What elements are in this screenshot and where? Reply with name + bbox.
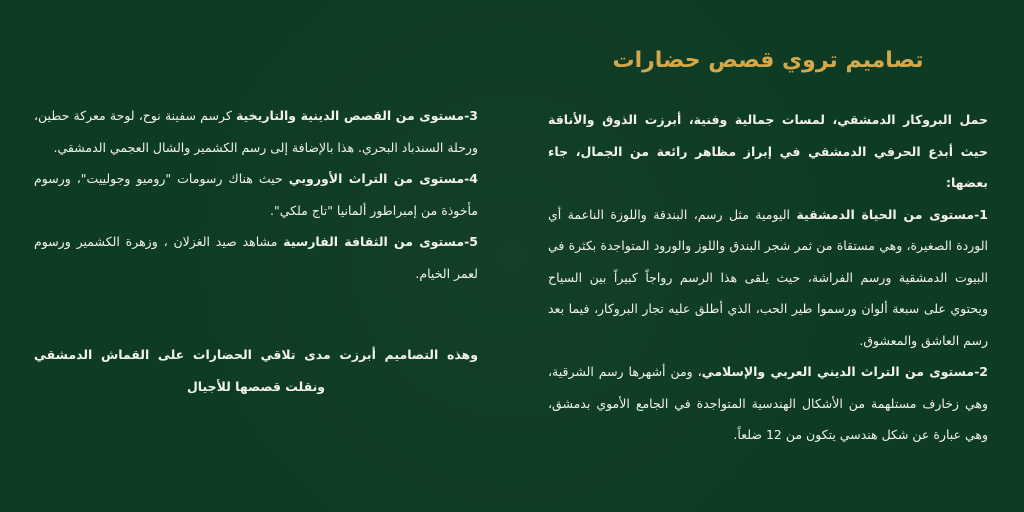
- item-1-paragraph: [548, 199, 988, 357]
- item-4-paragraph: [34, 163, 478, 226]
- item-5-heading: 5-مستوى من الثقافة الفارسية: [283, 234, 478, 249]
- item-4-body: حيث هناك رسومات "روميو وجولييت"، ورسوم مأخوذة من إمبراطور ألمانيا "تاج ملكي".: [34, 171, 478, 218]
- closing-paragraph: وهذه التصاميم أبرزت مدى تلاقي الحضارات على القماش الدمشقي ونقلت قصصها للأجيال: [34, 347, 478, 394]
- item-3-paragraph: [34, 100, 478, 163]
- item-5-paragraph: [34, 226, 478, 289]
- item-4-heading: 4-مستوى من التراث الأوروبي: [288, 171, 478, 186]
- item-1-body: اليومية مثل رسم، البندقة واللوزة الناعمة أي الوردة الصغيرة، وهي مستقاة من ثمر شجر البندق واللوز والورود المتواجدة بكثرة في البيوت الدمشقية ورسم الفراشة، حيث يلقى هذا الرسم رواجاً كبيراً بين السياح ويحتوي على سبعة ألوان ورسموا طير الحب، الذي أطلق عليه تجار البروكار، فيما بعد رسم العاشق والمعشوق.: [548, 206, 988, 348]
- item-2-heading: 2-مستوى من التراث الديني العربي والإسلامي: [701, 364, 988, 379]
- item-2-body: ، ومن أشهرها رسم الشرقية، وهي زخارف مستلهمة من الأشكال الهندسية المتواجدة في الجامع الأموي بدمشق، وهي عبارة عن شكل هندسي يتكون من 12 ضلعاً.: [548, 364, 988, 442]
- page-title: تصاميم تروي قصص حضارات: [612, 48, 924, 73]
- left-column: [34, 100, 478, 402]
- intro-paragraph: حمل البروكار الدمشقي، لمسات جمالية وفنية، أبرزت الذوق والأناقة حيث أبدع الحرفي الدمشقي في إبراز مظاهر رائعة من الجمال، جاء بعضها:: [548, 112, 988, 190]
- paragraph-spacer: [34, 289, 478, 339]
- item-5-body: مشاهد صيد الغزلان ، وزهرة الكشمير ورسوم لعمر الخيام.: [34, 234, 478, 281]
- item-3-body: كرسم سفينة نوح، لوحة معركة حطين، ورحلة السندباد البحري. هذا بالإضافة إلى رسم الكشمير والشال العجمي الدمشقي.: [34, 108, 478, 155]
- item-1-heading: 1-مستوى من الحياة الدمشقية: [796, 206, 988, 222]
- item-2-paragraph: [548, 356, 988, 451]
- item-3-heading: 3-مستوى من القصص الدينية والتاريخية: [235, 108, 478, 123]
- right-column: [548, 104, 988, 451]
